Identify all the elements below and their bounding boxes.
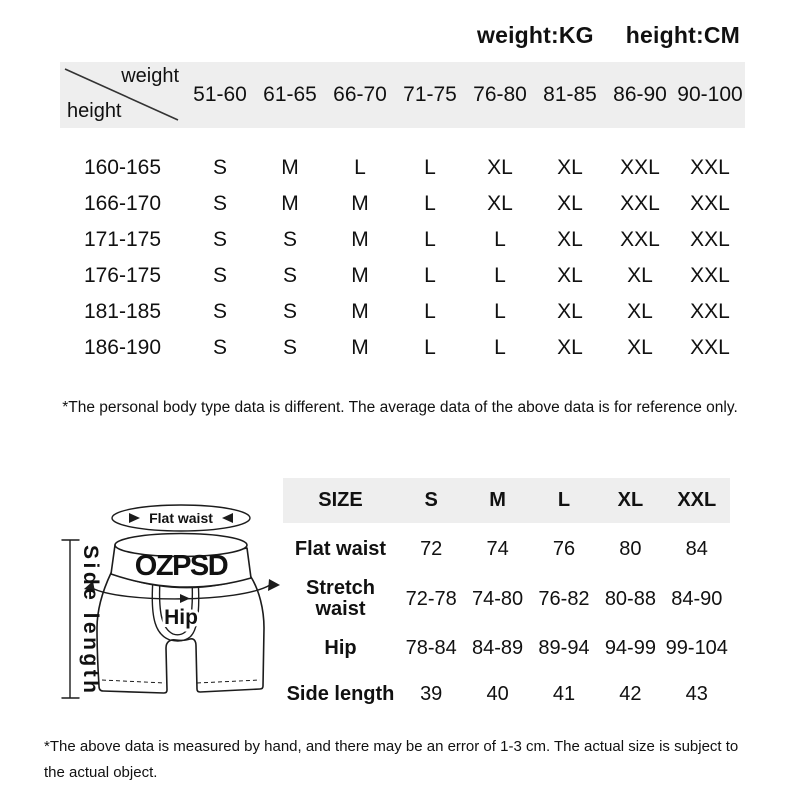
measurement-table-body <box>283 525 730 717</box>
t2-row-label: Hip <box>324 636 357 659</box>
measurement-table-header-row <box>283 478 730 523</box>
hip-arrow-right-icon <box>268 579 280 591</box>
corner-height-label: height <box>67 100 122 122</box>
t2-value-cell: 76 <box>552 537 576 560</box>
t1-row-label: 181-185 <box>83 300 162 323</box>
t1-size-cell: XL <box>557 336 583 359</box>
t1-size-cell: XXL <box>690 156 730 179</box>
measurement-error-note: *The above data is measured by hand, and there may be an error of 1-3 cm. The actual size is subject to the actual object. <box>44 738 739 781</box>
reference-note: *The personal body type data is different. The average data of the above data is for reference only. <box>62 399 738 416</box>
t1-size-cell: M <box>351 228 369 251</box>
t1-col-header: 71-75 <box>403 83 457 106</box>
t1-col-header: 81-85 <box>543 83 597 106</box>
t1-size-cell: XXL <box>690 192 730 215</box>
size-table-header-row <box>60 62 745 128</box>
t1-size-cell: S <box>212 228 227 251</box>
t1-size-cell: L <box>494 264 506 287</box>
t1-size-cell: XL <box>557 300 583 323</box>
t1-size-cell: L <box>494 228 506 251</box>
t2-value-cell: 72 <box>420 537 443 560</box>
t1-size-cell: XL <box>557 156 583 179</box>
t1-col-header: 61-65 <box>263 83 317 106</box>
table-row <box>60 150 745 186</box>
table-row <box>60 294 745 330</box>
t2-value-cell: 41 <box>552 682 576 705</box>
brand-logo: OZPSD <box>134 550 228 582</box>
t2-value-cell: 78-84 <box>405 636 457 659</box>
t1-col-header: 66-70 <box>333 83 387 106</box>
t1-size-cell: L <box>424 228 436 251</box>
t1-col-header: 90-100 <box>677 83 743 106</box>
weight-unit-label: weight:KG <box>476 22 594 48</box>
t1-row-label: 160-165 <box>83 156 162 179</box>
t1-size-cell: M <box>351 264 369 287</box>
t2-col-header: SIZE <box>318 489 363 511</box>
t2-value-cell: 84-90 <box>671 587 723 610</box>
t2-value-cell: 43 <box>685 682 708 705</box>
t1-size-cell: M <box>351 300 369 323</box>
t2-row-label: Flat waist <box>294 537 387 560</box>
t1-size-cell: L <box>424 192 436 215</box>
table-row <box>283 625 730 671</box>
side-length-measure-line <box>62 540 79 698</box>
t1-size-cell: XXL <box>690 336 730 359</box>
t1-size-cell: M <box>351 336 369 359</box>
t1-size-cell: XL <box>627 264 653 287</box>
t1-size-cell: L <box>424 300 436 323</box>
t2-col-header: S <box>424 489 438 511</box>
table-row <box>60 258 745 294</box>
t2-value-cell: 42 <box>619 682 642 705</box>
t1-size-cell: S <box>282 300 297 323</box>
t1-size-cell: XL <box>487 156 513 179</box>
t2-value-cell: 39 <box>420 682 443 705</box>
t2-value-cell: 80-88 <box>604 587 656 610</box>
t1-size-cell: L <box>424 264 436 287</box>
t2-value-cell: 80 <box>619 537 642 560</box>
flat-waist-arrow-left-icon <box>129 513 140 523</box>
t1-size-cell: M <box>281 192 299 215</box>
t2-value-cell: 74 <box>486 537 509 560</box>
t1-size-cell: XL <box>627 300 653 323</box>
t1-size-cell: XL <box>557 264 583 287</box>
t1-size-cell: S <box>282 336 297 359</box>
side-length-label: Side length <box>79 545 102 693</box>
t1-size-cell: S <box>212 192 227 215</box>
table-row <box>283 671 730 717</box>
t2-value-cell: 99-104 <box>665 636 728 659</box>
t2-col-header: XXL <box>677 489 717 511</box>
t1-col-header: 86-90 <box>613 83 667 106</box>
flat-waist-label: Flat waist <box>149 510 213 526</box>
shorts-body-outline <box>97 573 264 693</box>
boxer-shorts-diagram <box>40 478 290 723</box>
flat-waist-arrow-right-icon <box>222 513 233 523</box>
t1-row-label: 166-170 <box>83 192 162 215</box>
t1-size-cell: L <box>494 300 506 323</box>
t1-col-header: 76-80 <box>473 83 527 106</box>
t1-row-label: 171-175 <box>83 228 162 251</box>
t2-value-cell: 72-78 <box>405 587 457 610</box>
t2-value-cell: 76-82 <box>538 587 590 610</box>
t1-size-cell: M <box>281 156 299 179</box>
corner-cell <box>60 62 185 128</box>
table-row <box>60 222 745 258</box>
t1-size-cell: L <box>424 336 436 359</box>
t2-col-header: M <box>489 489 506 511</box>
size-table-body <box>60 150 745 366</box>
measurement-table <box>283 478 730 717</box>
t1-size-cell: S <box>282 264 297 287</box>
t1-size-cell: L <box>424 156 436 179</box>
t1-size-cell: XL <box>557 192 583 215</box>
t1-size-cell: S <box>212 264 227 287</box>
height-weight-size-table <box>60 62 745 366</box>
corner-weight-label: weight <box>121 65 179 87</box>
t1-size-cell: XXL <box>620 192 660 215</box>
t1-size-cell: S <box>212 300 227 323</box>
t2-value-cell: 84 <box>685 537 708 560</box>
t1-col-header: 51-60 <box>193 83 247 106</box>
t1-size-cell: XXL <box>690 300 730 323</box>
t2-value-cell: 89-94 <box>538 636 590 659</box>
t2-row-label: Stretch waist <box>306 577 375 620</box>
t1-size-cell: L <box>354 156 366 179</box>
t2-value-cell: 74-80 <box>472 587 524 610</box>
table-row <box>60 330 745 366</box>
t1-size-cell: S <box>212 156 227 179</box>
t1-size-cell: XXL <box>620 156 660 179</box>
t1-size-cell: XL <box>557 228 583 251</box>
t1-size-cell: XXL <box>690 264 730 287</box>
t1-size-cell: XXL <box>620 228 660 251</box>
t1-size-cell: XXL <box>690 228 730 251</box>
t1-size-cell: L <box>494 336 506 359</box>
units-header <box>477 22 740 49</box>
t2-value-cell: 40 <box>486 682 509 705</box>
t1-size-cell: S <box>212 336 227 359</box>
table-row <box>283 573 730 625</box>
t1-row-label: 186-190 <box>83 336 162 359</box>
table-row <box>60 186 745 222</box>
t2-value-cell: 94-99 <box>604 636 656 659</box>
t1-size-cell: XL <box>487 192 513 215</box>
t2-value-cell: 84-89 <box>472 636 524 659</box>
t2-col-header: L <box>557 489 571 511</box>
table-row <box>283 525 730 573</box>
t1-size-cell: XL <box>627 336 653 359</box>
t1-row-label: 176-175 <box>83 264 162 287</box>
t1-size-cell: M <box>351 192 369 215</box>
t2-row-label: Side length <box>286 682 395 705</box>
t2-col-header: XL <box>617 489 644 511</box>
height-unit-label: height:CM <box>625 22 740 48</box>
t1-size-cell: S <box>282 228 297 251</box>
hip-label: Hip <box>164 606 198 629</box>
